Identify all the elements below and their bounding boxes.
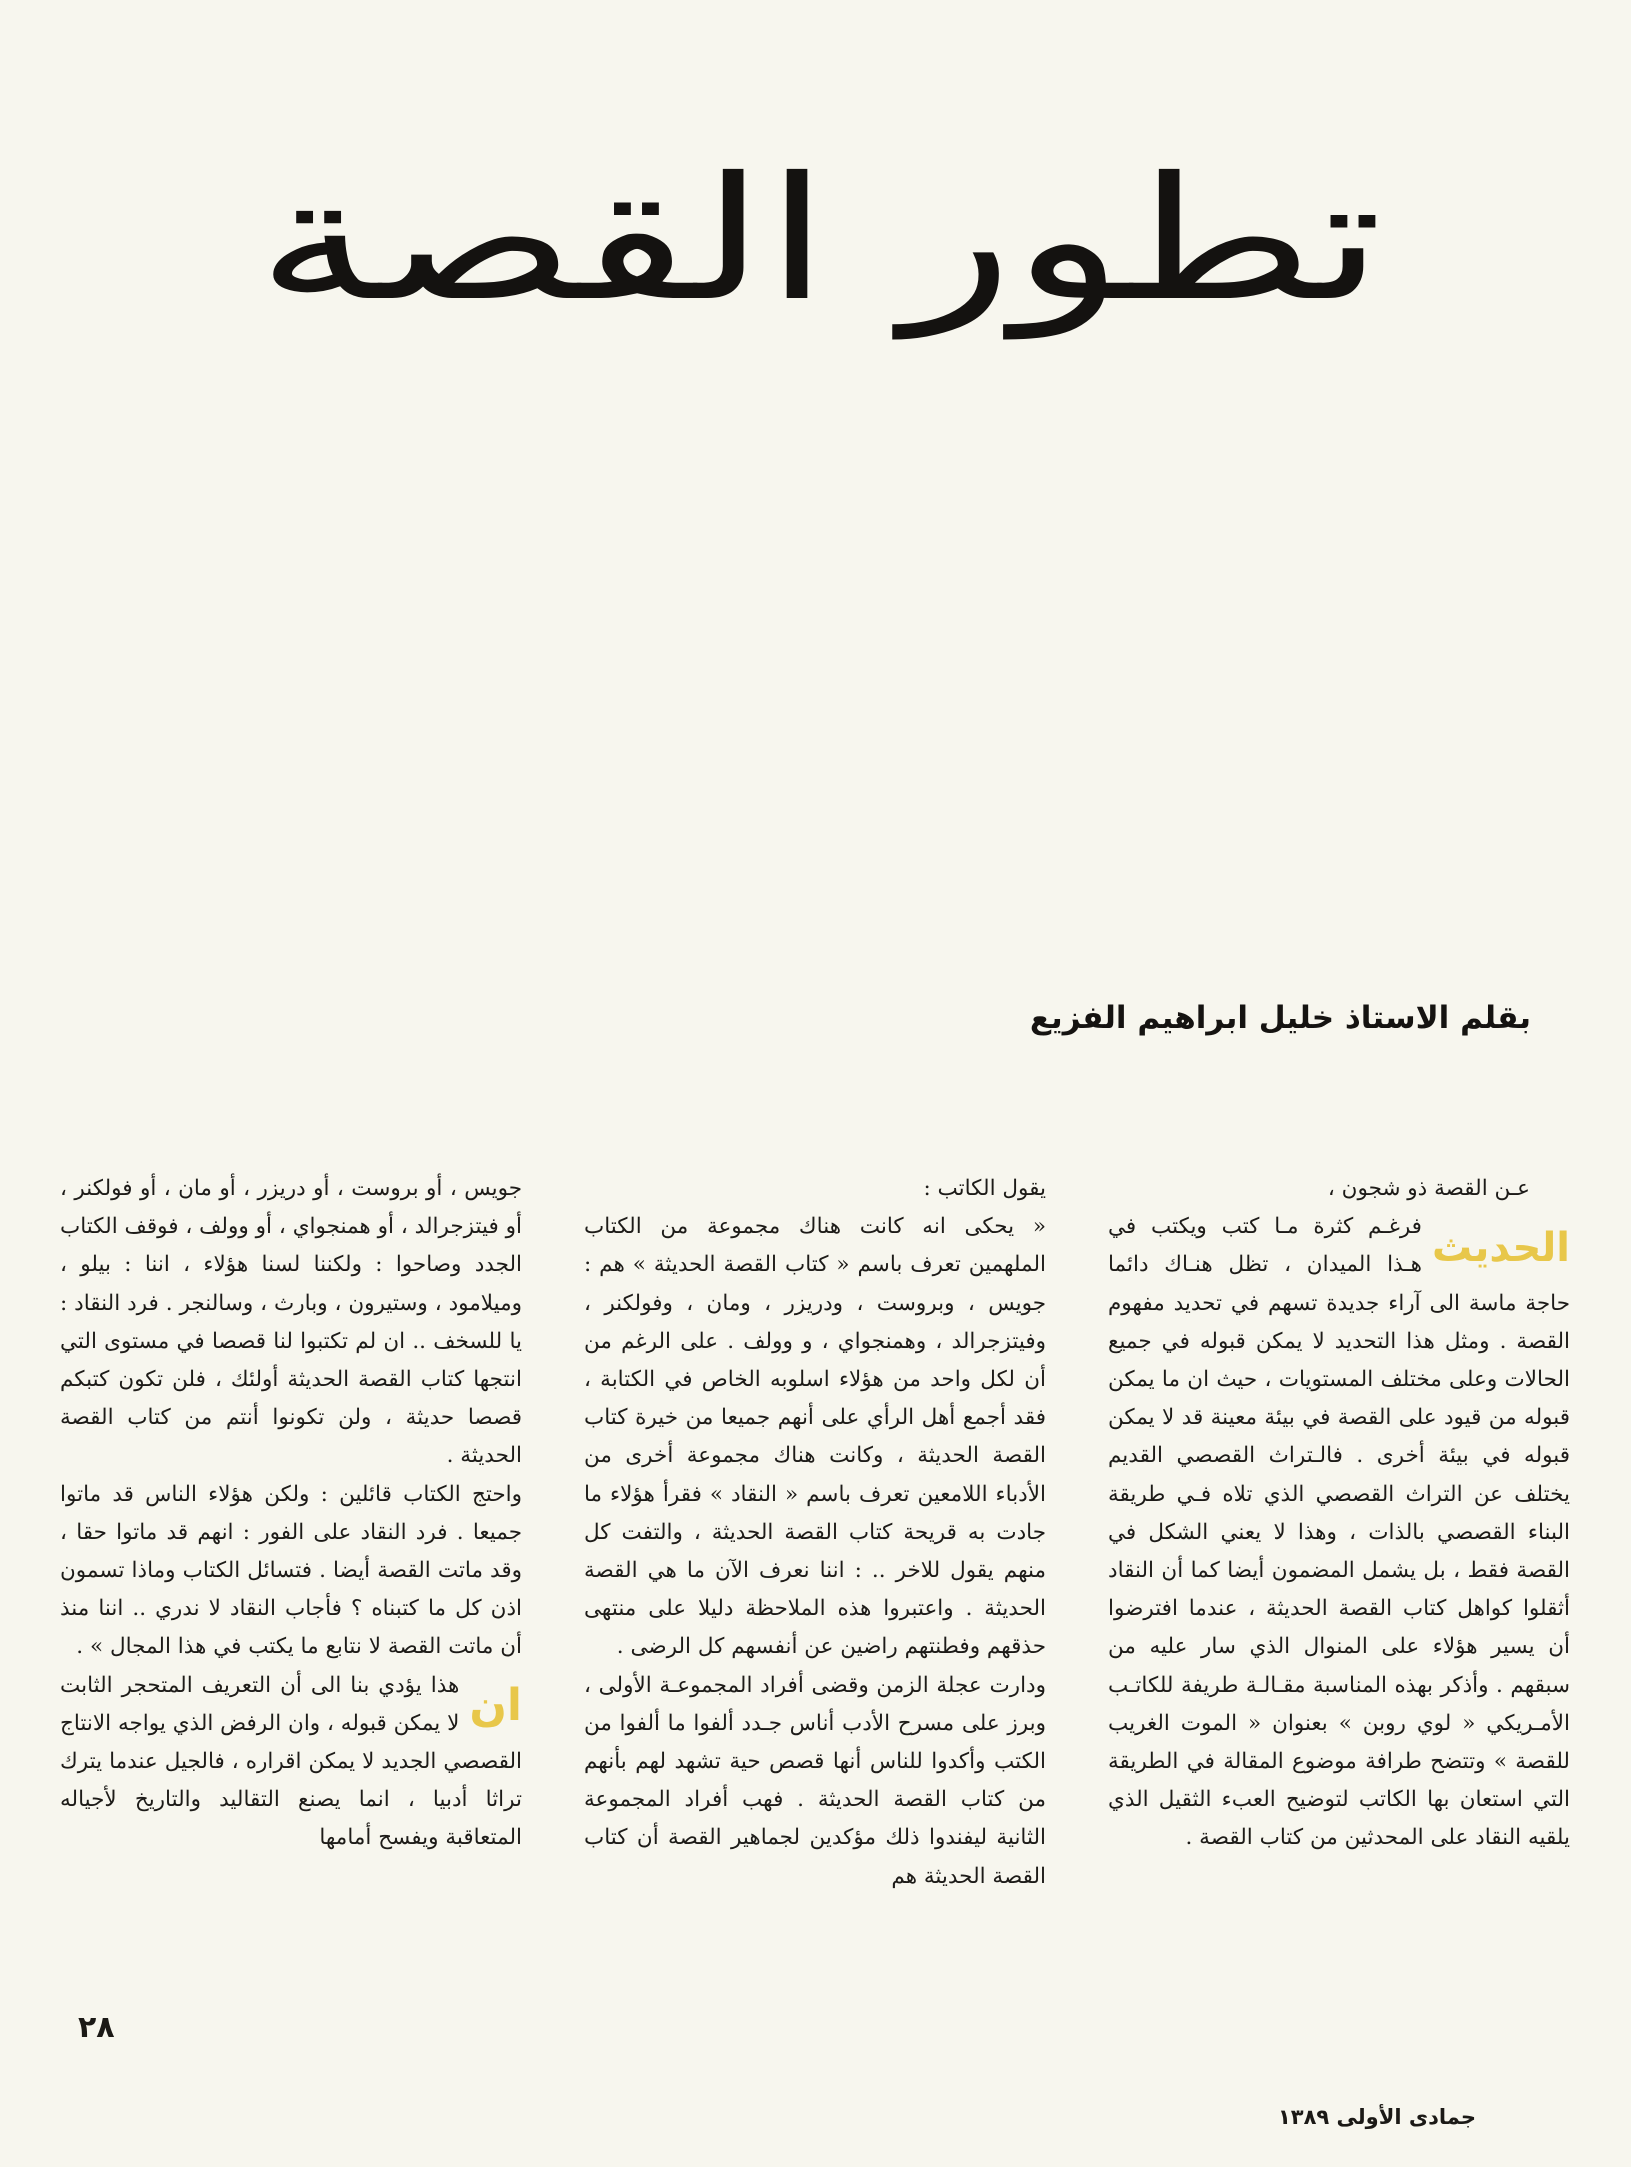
column-right-opening: عـن القصة ذو شجون ،	[1327, 1176, 1530, 1201]
column-middle	[584, 1170, 1046, 2000]
article-body	[60, 1170, 1570, 2000]
article-title-text: تطور القصة	[256, 141, 1384, 339]
issue-date-footer: جمادى الأولى ١٣٨٩	[1277, 2105, 1476, 2129]
page-number: ٢٨	[78, 2010, 115, 2045]
drop-word-alhadith: الحديث	[1431, 1225, 1570, 1272]
column-left	[60, 1170, 522, 2000]
drop-word-an: ان	[469, 1679, 522, 1731]
column-right	[1108, 1170, 1570, 2000]
column-right-paragraph: فرغـم كثرة مـا كتب ويكتب في هـذا الميدان ، تظل هنـاك دائما حاجة ماسة الى آراء جديدة تسهم في تحديد مفهوم القصة . ومثل هذا التحديد لا يمكن قبوله في جميع الحالات وعلى مختلف المستويات ، حيث ان ما يمكن قبوله من قيود على القصة في بيئة معينة قد لا يمكن قبوله في بيئة أخرى . فالـتراث القصصي القديم يختلف عن التراث القصصي الذي تلاه فـي طريقة البناء القصصي بالذات ، وهذا لا يعني الشكل في القصة فقط ، بل يشمل المضمون أيضا كما أن النقاد أثقلوا كواهل كتاب القصة الحديثة ، عندما افترضوا أن يسير هؤلاء على المنوال الذي سار عليه من سبقهم . وأذكر بهذه المناسبة مقـالـة طريفة للكاتـب الأمـريكي « لوي روبن » بعنوان « الموت الغريب للقصة » وتتضح طرافة موضوع المقالة في الطريقة التي استعان بها الكاتب لتوضيح العبء الثقيل الذي يلقيه النقاد على المحدثين من كتاب القصة .	[1108, 1214, 1570, 1851]
column-middle-quote: « يحكى انه كانت هناك مجموعة من الكتاب الملهمين تعرف باسم « كتاب القصة الحديثة » هم : جويس ، وبروست ، ودريزر ، ومان ، وفولكنر ، وفيتزجرالد ، وهمنجواي ، و وولف . على الرغم من أن لكل واحد من هؤلاء اسلوبه الخاص في الكتابة ، فقد أجمع أهل الرأي على أنهم جميعا من خيرة كتاب القصة الحديثة ، وكانت هناك مجموعة أخرى من الأدباء اللامعين تعرف باسم « النقاد » فقرأ هؤلاء ما جادت به قريحة كتاب القصة الحديثة ، والتفت كل منهم يقول للاخر .. : اننا نعرف الآن ما هي القصة الحديثة . واعتبروا هذه الملاحظة دليلا على منتهى حذقهم وفطنتهم راضين عن أنفسهم كل الرضى .	[584, 1214, 1046, 1660]
column-left-paragraph-1: جويس ، أو بروست ، أو دريزر ، أو مان ، أو فولكنر ، أو فيتزجرالد ، أو همنجواي ، أو وولف ، فوقف الكتاب الجدد وصاحوا : ولكننا لسنا هؤلاء ، اننا : بيلو ، وميلامود ، وستيرون ، وبارث ، وسالنجر . فرد النقاد : يا للسخف .. ان لم تكتبوا لنا قصصا في مستوى التي انتجها كتاب القصة الحديثة أولئك ، فلن تكون كتبكم قصصا حديثة ، ولن تكونوا أنتم من كتاب القصة الحديثة .	[60, 1176, 522, 1469]
column-middle-intro: يقول الكاتب :	[923, 1176, 1046, 1201]
author-byline: بقلم الاستاذ خليل ابراهيم الفزيع	[1029, 1000, 1531, 1036]
column-middle-paragraph: ودارت عجلة الزمن وقضى أفراد المجموعـة الأولى ، وبرز على مسرح الأدب أناس جـدد ألفوا ما ألفوا من الكتب وأكدوا للناس أنها قصص حية تشهد لهم بأنهم من كتاب القصة الحديثة . فهب أفراد المجموعة الثانية ليفندوا ذلك مؤكدين لجماهير القصة أن كتاب القصة الحديثة هم	[584, 1672, 1046, 1889]
article-title	[70, 120, 1570, 360]
column-left-paragraph-2: واحتج الكتاب قائلين : ولكن هؤلاء الناس قد ماتوا جميعا . فرد النقاد على الفور : انهم قد ماتوا حقا ، وقد ماتت القصة أيضا . فتسائل الكتاب وماذا تسمون اذن كل ما كتبناه ؟ فأجاب النقاد لا ندري .. اننا منذ أن ماتت القصة لا نتابع ما يكتب في هذا المجال » .	[60, 1481, 522, 1660]
column-left-paragraph-3: هذا يؤدي بنا الى أن التعريف المتحجر الثابت لا يمكن قبوله ، وان الرفض الذي يواجه الانتاج القصصي الجديد لا يمكن اقراره ، فالجيل عندما يترك تراثا أدبيا ، انما يصنع التقاليد والتاريخ لأجياله المتعاقبة ويفسح أمامها	[60, 1672, 522, 1851]
